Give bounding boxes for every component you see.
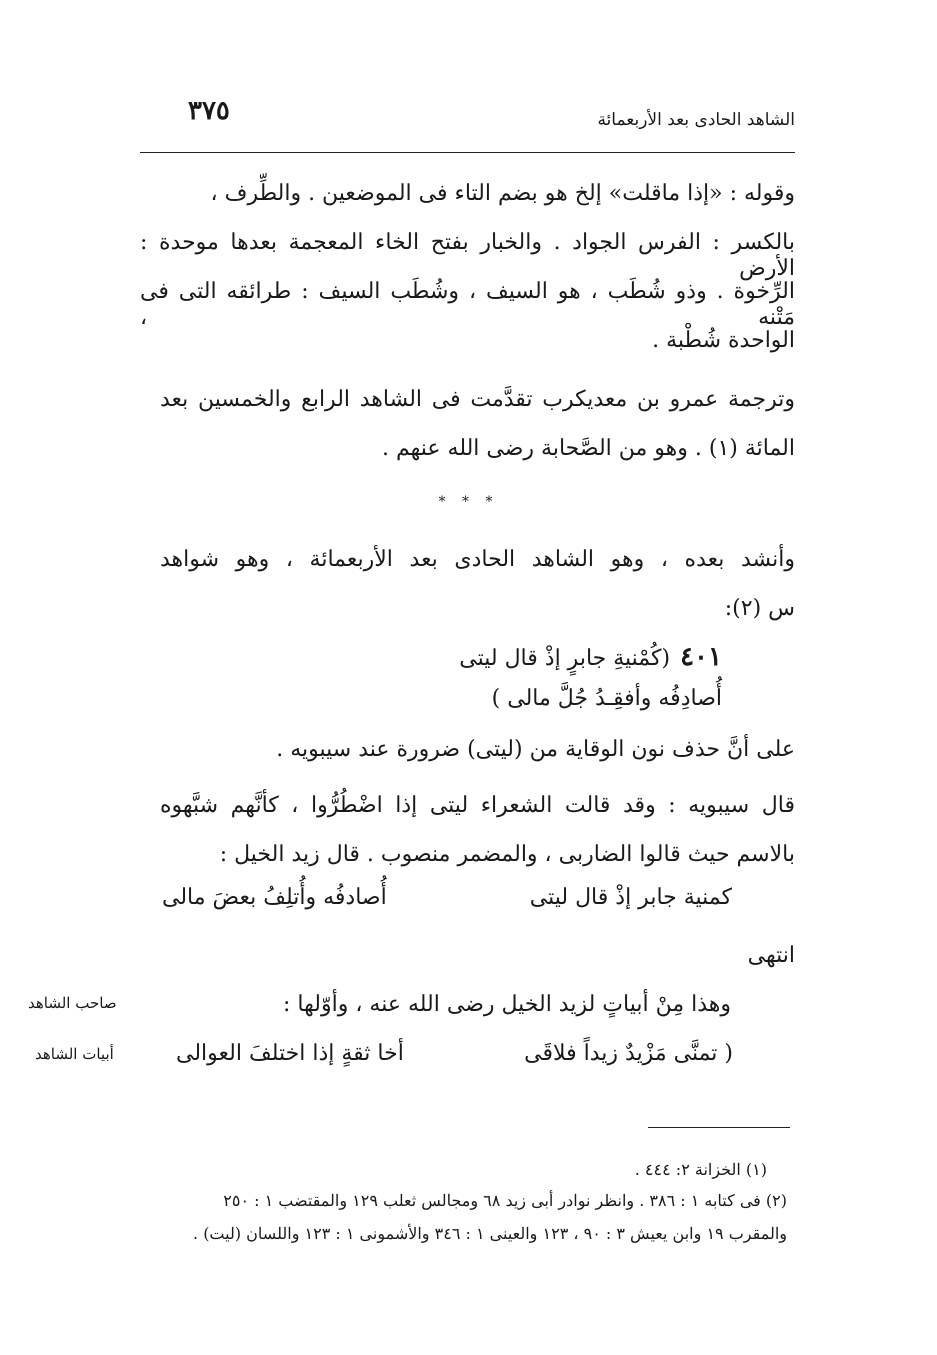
paragraph-5-line-2: بالاسم حيث قالوا الضاربى ، والمضمر منصوب . قال زيد الخيل : [219, 842, 795, 867]
paragraph-1-line-1: وقوله : «إذا ماقلت» إلخ هو بضم التاء فى الموضعين . والطِّرف ، [210, 181, 795, 206]
paragraph-1-line-3: الرِّخوة . وذو شُطَب ، هو السيف ، وشُطَب السيف : طرائقه التى فى مَتْنه ، [140, 279, 795, 331]
paragraph-1-line-2: بالكسر : الفرس الجواد . والخبار بفتح الخاء المعجمة بعدها موحدة : الأرض [140, 230, 795, 282]
verse-2-second-hemistich: أخا ثقةٍ إذا اختلفَ العوالى [176, 1041, 404, 1066]
page-header [140, 92, 795, 150]
running-title: الشاهد الحادى بعد الأربعمائة [597, 110, 795, 130]
verse-401-first-hemistich: (كُمْنيةِ جابرٍ إذْ قال ليتى [459, 646, 671, 671]
paragraph-2-line-2: المائة (١) . وهو من الصَّحابة رضى الله عنهم . [382, 436, 795, 461]
verse-401-line-1 [459, 642, 722, 673]
paragraph-4: على أنَّ حذف نون الوقاية من (ليتى) ضرورة عند سيبويه . [276, 737, 795, 762]
paragraph-5-line-1: قال سيبويه : وقد قالت الشعراء ليتى إذا اضْطُرُّوا ، كأنَّهم شبَّهوه [160, 793, 795, 818]
quoted-verse-first-hemistich: كمنية جابر إذْ قال ليتى [529, 885, 732, 910]
paragraph-6: وهذا مِنْ أبياتٍ لزيد الخيل رضى الله عنه ، وأوّلها : [283, 992, 731, 1017]
footnote-2-line-1: (٢) فى كتابه ١ : ٣٨٦ . وانظر نوادر أبى زيد ٦٨ ومجالس ثعلب ١٢٩ والمقتضب ١ : ٢٥٠ [223, 1191, 787, 1210]
paragraph-1-line-4: الواحدة شُطْبة . [652, 328, 795, 353]
footnote-rule [648, 1127, 790, 1128]
header-rule [140, 152, 795, 153]
footnote-1: (١) الخزانة ٢: ٤٤٤ . [634, 1160, 767, 1179]
section-separator: * * * [438, 494, 499, 510]
margin-note-verses: أبيات الشاهد [35, 1045, 114, 1063]
page-number: ٣٧٥ [188, 96, 230, 126]
verse-2-first-hemistich: ( تمنَّى مَزْيدٌ زيداً فلاقَى [524, 1041, 733, 1066]
footnote-2-line-2: والمقرب ١٩ وابن يعيش ٣ : ٩٠ ، ١٢٣ والعينى ١ : ٣٤٦ والأشمونى ١ : ١٢٣ واللسان (ليت) . [193, 1224, 787, 1243]
verse-number: ٤٠١ [680, 642, 722, 672]
paragraph-2-line-1: وترجمة عمرو بن معديكرب تقدَّمت فى الشاهد الرابع والخمسين بعد [160, 387, 795, 412]
paragraph-3-line-1: وأنشد بعده ، وهو الشاهد الحادى بعد الأربعمائة ، وهو شواهد [160, 547, 795, 572]
margin-note-author: صاحب الشاهد [28, 994, 117, 1012]
verse-401-line-2: أُصادِفُه وأفقِـدُ جُلَّ مالى ) [491, 686, 722, 711]
quoted-verse-second-hemistich: أُصادفُه وأُتلِفُ بعضَ مالى [162, 885, 387, 910]
intaha-word: انتهى [747, 943, 795, 968]
paragraph-3-line-2: س (٢): [724, 596, 795, 621]
